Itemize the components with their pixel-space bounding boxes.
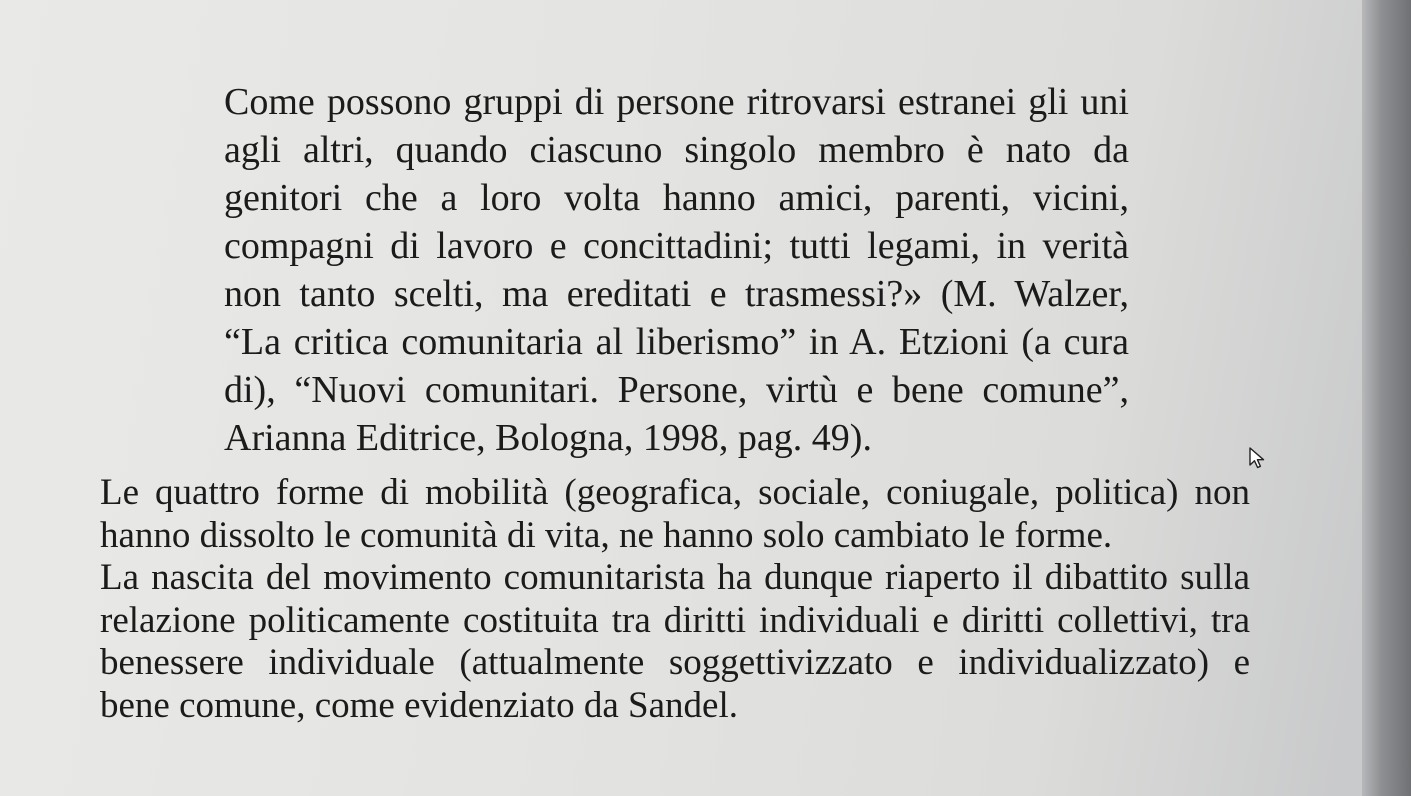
paragraph-line: Le quattro forme di mobilità (geografica, sociale, coniugale, politica) non bbox=[100, 472, 1250, 513]
quote-line: Come possono gruppi di persone ritrovarsi estranei gli uni bbox=[224, 81, 1129, 123]
quote-line: genitori che a loro volta hanno amici, parenti, vicini, bbox=[224, 177, 1129, 219]
paragraph-line: La nascita del movimento comunitarista ha dunque riaperto il dibattito sulla bbox=[100, 557, 1250, 598]
paragraph-line: benessere individuale (attualmente soggettivizzato e individualizzato) e bbox=[100, 642, 1250, 683]
quote-line: agli altri, quando ciascuno singolo membro è nato da bbox=[224, 129, 1129, 171]
paragraph-line: relazione politicamente costituita tra diritti individuali e diritti collettivi, tra bbox=[100, 599, 1250, 641]
quote-line: di), “Nuovi comunitari. Persone, virtù e bene comune”, bbox=[224, 369, 1129, 411]
paragraph-line: bene comune, come evidenziato da Sandel. bbox=[100, 684, 738, 726]
body-paragraph bbox=[100, 472, 1250, 727]
quote-line: non tanto scelti, ma ereditati e trasmessi?» (M. Walzer, bbox=[224, 273, 1129, 315]
mouse-pointer-icon bbox=[1247, 446, 1271, 470]
paragraph-line: hanno dissolto le comunità di vita, ne hanno solo cambiato le forme. bbox=[100, 514, 1113, 556]
quote-block bbox=[224, 78, 1129, 462]
monitor-bezel bbox=[1362, 0, 1411, 796]
quote-line: Arianna Editrice, Bologna, 1998, pag. 49). bbox=[224, 417, 872, 459]
quote-line: “La critica comunitaria al liberismo” in A. Etzioni (a cura bbox=[224, 321, 1129, 363]
quote-line: compagni di lavoro e concittadini; tutti legami, in verità bbox=[224, 225, 1129, 267]
